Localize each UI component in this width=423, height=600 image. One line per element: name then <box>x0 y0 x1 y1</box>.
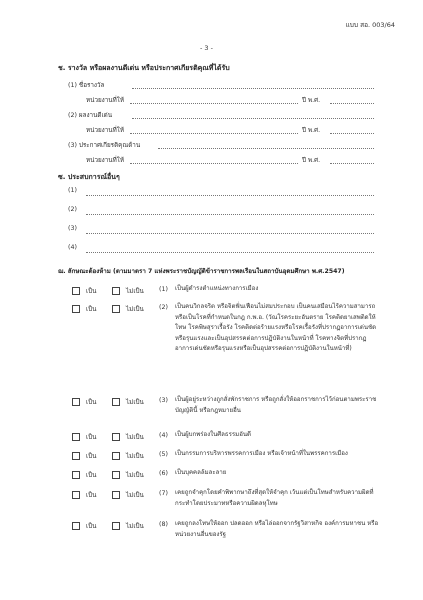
yes-label: เป็น <box>86 472 97 479</box>
item-number: (8) <box>159 521 168 528</box>
agency-label: หน่วยงานที่ให้ <box>86 97 124 104</box>
yes-checkbox[interactable] <box>72 522 80 530</box>
item-number: (7) <box>159 490 168 497</box>
yes-label: เป็น <box>86 306 97 313</box>
experience-item-label: (1) <box>68 187 77 194</box>
no-label: ไม่เป็น <box>126 453 144 460</box>
year-line[interactable] <box>330 103 374 104</box>
award-name-line[interactable] <box>132 88 374 89</box>
award-name-line[interactable] <box>158 148 374 149</box>
no-checkbox[interactable] <box>112 491 120 499</box>
prohibition-item-text: เป็นผู้ดำรงตำแหน่งทางการเมือง <box>175 285 259 292</box>
no-label: ไม่เป็น <box>126 472 144 479</box>
item-number: (6) <box>159 470 168 477</box>
no-checkbox[interactable] <box>112 433 120 441</box>
no-label: ไม่เป็น <box>126 399 144 406</box>
no-checkbox[interactable] <box>112 522 120 530</box>
experience-item-label: (2) <box>68 206 77 213</box>
no-label: ไม่เป็น <box>126 492 144 499</box>
year-label: ปี พ.ศ. <box>302 157 321 164</box>
award-label: (1) ชื่อรางวัล <box>68 82 105 89</box>
experience-line[interactable] <box>86 233 374 234</box>
prohibition-item-text: เคยถูกจำคุกโดยคำพิพากษาถึงที่สุดให้จำคุก เว้นแต่เป็นโทษสำหรับความผิดที่กระทำโดยประมาทหรือความผิดลหุโทษ <box>175 489 374 507</box>
agency-label: หน่วยงานที่ให้ <box>86 127 124 134</box>
year-line[interactable] <box>330 163 374 164</box>
no-checkbox[interactable] <box>112 452 120 460</box>
experience-line[interactable] <box>86 214 374 215</box>
yes-checkbox[interactable] <box>72 471 80 479</box>
prohibition-title-rest: (ตามมาตรา 7 แห่งพระราชบัญญัติข้าราชการพลเรือนในสถาบันอุดมศึกษา พ.ศ.2547) <box>113 268 345 275</box>
prohibition-item-text: เคยถูกลงโทษให้ออก ปลดออก หรือไล่ออกจากรัฐวิสาหกิจ องค์การมหาชน หรือหน่วยงานอื่นของรัฐ <box>175 520 379 538</box>
no-checkbox[interactable] <box>112 398 120 406</box>
item-number: (4) <box>159 432 168 439</box>
experience-line[interactable] <box>86 252 374 253</box>
yes-checkbox[interactable] <box>72 398 80 406</box>
experience-item-label: (3) <box>68 225 77 232</box>
form-code: แบบ สอ. 003/64 <box>345 21 395 29</box>
experience-item-label: (4) <box>68 244 77 251</box>
agency-label: หน่วยงานที่ให้ <box>86 157 124 164</box>
no-checkbox[interactable] <box>112 471 120 479</box>
agency-line[interactable] <box>130 163 298 164</box>
section-award-title: ช. รางวัล หรือผลงานดีเด่น หรือประกาศเกียรติคุณที่ได้รับ <box>58 64 230 72</box>
item-number: (1) <box>159 286 168 293</box>
yes-label: เป็น <box>86 492 97 499</box>
prohibition-title-prefix: ฌ. ลักษณะต้องห้าม <box>58 268 111 275</box>
prohibition-item-text: เป็นบุคคลล้มละลาย <box>175 469 227 476</box>
award-name-line[interactable] <box>132 118 374 119</box>
item-number: (3) <box>159 397 168 404</box>
yes-checkbox[interactable] <box>72 305 80 313</box>
no-label: ไม่เป็น <box>126 523 144 530</box>
no-checkbox[interactable] <box>112 305 120 313</box>
yes-checkbox[interactable] <box>72 433 80 441</box>
award-label: (3) ประกาศเกียรติคุณด้าน <box>68 142 141 149</box>
prohibition-item-text: เป็นผู้บกพร่องในศีลธรรมอันดี <box>175 431 251 438</box>
year-label: ปี พ.ศ. <box>302 127 321 134</box>
yes-label: เป็น <box>86 434 97 441</box>
year-label: ปี พ.ศ. <box>302 97 321 104</box>
no-label: ไม่เป็น <box>126 306 144 313</box>
no-label: ไม่เป็น <box>126 434 144 441</box>
yes-label: เป็น <box>86 399 97 406</box>
page-number: - 3 - <box>200 44 213 52</box>
prohibition-item-text: เป็นคนวิกลจริต หรือจิตฟั่นเฟือนไม่สมประกอบ เป็นคนเสมือนไร้ความสามารถหรือเป็นโรคที่กำหนดในกฎ ก.พ.อ. (วัณโรคระยะอันตราย โรคติดยาเสพติดให้โทษ โรคพิษสุราเรื้อรัง โรคติดต่อร้ายแรงหรือโรคเรื้อรังที่ปรากฏอาการเด่นชัดหรือรุนแรงและเป็นอุปสรรคต่อการปฏิบัติงานในหน้าที่ โรคทางจิตที่ปรากฏอาการเด่นชัดหรือรุนแรงหรือเป็นอุปสรรคต่อการปฏิบัติงานในหน้าที่) <box>175 303 377 353</box>
no-checkbox[interactable] <box>112 287 120 295</box>
item-number: (5) <box>159 451 168 458</box>
item-number: (2) <box>159 304 168 311</box>
yes-checkbox[interactable] <box>72 491 80 499</box>
prohibition-item-text: เป็นกรรมการบริหารพรรคการเมือง หรือเจ้าหน้าที่ในพรรคการเมือง <box>175 450 348 457</box>
award-label: (2) ผลงานดีเด่น <box>68 112 113 119</box>
section-prohibition-title <box>58 266 345 276</box>
section-experience-title: ซ. ประสบการณ์อื่นๆ <box>58 173 120 181</box>
agency-line[interactable] <box>130 133 298 134</box>
yes-label: เป็น <box>86 523 97 530</box>
prohibition-item-text: เป็นผู้อยู่ระหว่างถูกสั่งพักราชการ หรือถูกสั่งให้ออกราชการไว้ก่อนตามพระราชบัญญัตินี้ หรือกฎหมายอื่น <box>175 396 377 414</box>
no-label: ไม่เป็น <box>126 288 144 295</box>
yes-checkbox[interactable] <box>72 452 80 460</box>
experience-line[interactable] <box>86 195 374 196</box>
agency-line[interactable] <box>130 103 298 104</box>
yes-checkbox[interactable] <box>72 287 80 295</box>
year-line[interactable] <box>330 133 374 134</box>
yes-label: เป็น <box>86 288 97 295</box>
yes-label: เป็น <box>86 453 97 460</box>
